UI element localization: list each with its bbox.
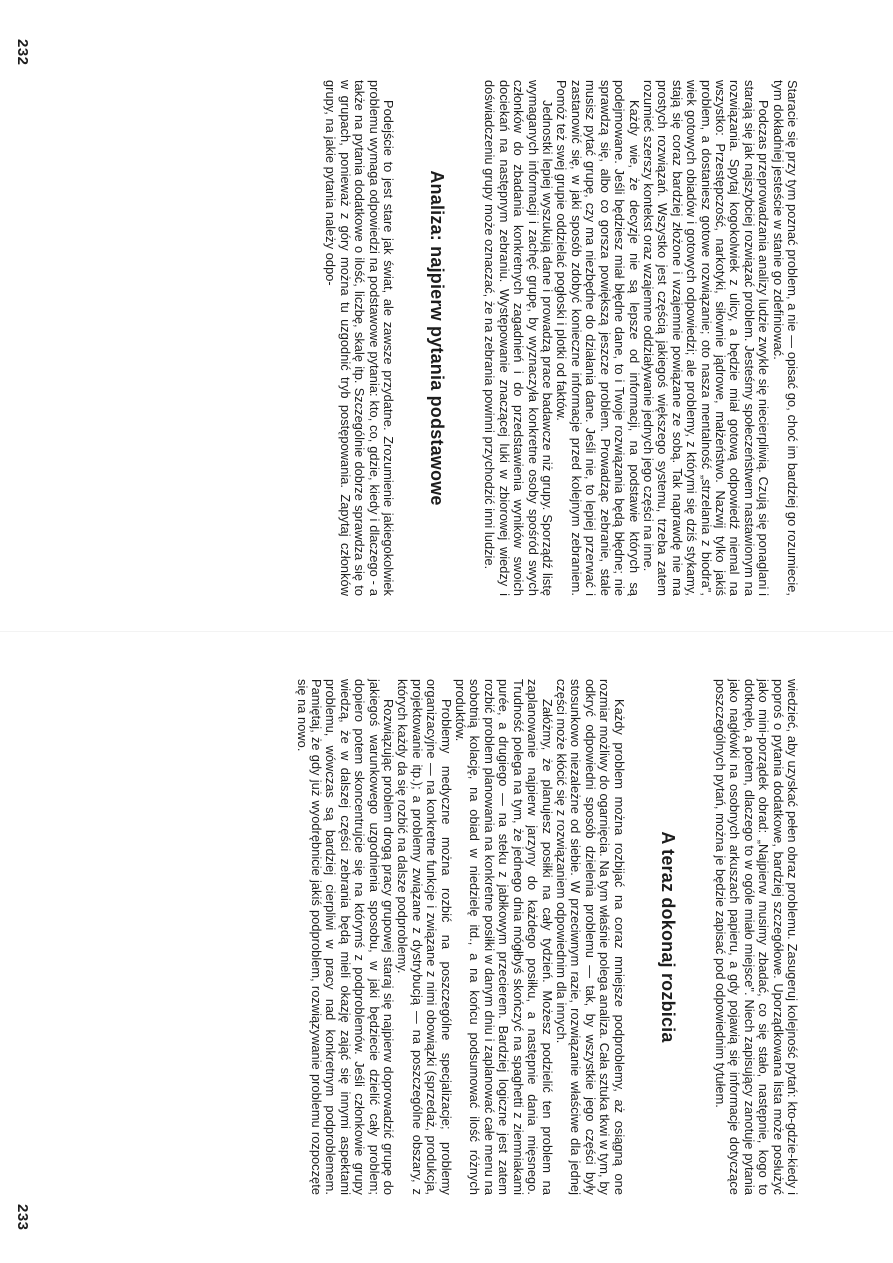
paragraph: Każdy problem można rozbijać na coraz mniejsze podproblemy, aż osiągną one rozmiar możliwy do ogarnięcia. Na tym właśnie polega analiza. Cała sztuka tkwi w tym, by odkryć odpowiedni sposób dzielenia problemu — tak, by wszystkie jego części były stosunkowo niezależne od siebie. W przeciwnym razie, rozwiązanie właściwe dla jednej części może kłócić się z rozwiązaniem odpowiednim dla innych.: [553, 679, 627, 1195]
section-heading: Analiza: najpierw pytania podstawowe: [427, 170, 448, 506]
paragraph: Każdy wie, że decyzje nie są lepsze od informacji, na podstawie których są podejmowane. Jeśli będziesz miał błędne dane, to i Twoje rozwiązania będą błędne; nie sprawdzą się, albo co gorsza powiększą jeszcze problem. Prowadząc zebranie, stale musisz pytać grupę, czy ma niezbędne do działania dane. Jeśli nie, to lepiej przerwać i zastanowić się, w jaki sposób zdobyć konieczne informacje przed kolejnym zebraniem. Pomóż też swej grupie oddzielać pogłoski i plotki od faktów.: [554, 80, 642, 596]
paragraph: Załóżmy, że planujesz posiłki na cały tydzień. Możesz podzielić ten problem na zaplanowanie najpierw jarzyny do każdego posiłku, a następnie dania mięsnego. Trudność polega na tym, że jednego dnia mógłbyś skończyć na spaghetti z ziemniakami purée, a drugiego — na steku z jabłkowym przecierem. Bardziej logiczne jest zatem rozbić problem planowania na konkretne posiłki w danym dniu i zaplanować całe menu na sobotnią kolację, na obiad w niedzielę itd., a na końcu podsumować ilość różnych produktów.: [453, 679, 555, 1195]
paragraph: Problemy medyczne można rozbić na poszczególne specjalizacje; problemy organizacyjne — na konkretne funkcje i związane z nimi obowiązki (sprzedaż, produkcja, projektowanie itp.); a problemy związane z dystrybucją — na poszczególne obszary, z których każdy da się rozbić na dalsze podproblemy.: [395, 679, 454, 1195]
paragraph: Podejście to jest stare jak świat, ale zawsze przydatne. Zrozumienie jakiegokolwiek problemu wymaga odpowiedzi na podstawowe pytania: kto, co, gdzie, kiedy i dlaczego - a także na pytania dodatkowe o ilość, liczbę, skalę itp. Szczególnie dobrze sprawdza się to w grupach, ponieważ z góry można tu uzgodnić tryb postępowania. Zapytaj członków grupy, na jakie pytania należy odpo-: [323, 80, 397, 596]
paragraph: Podczas przeprowadzania analizy ludzie zwykle się niecierpliwią. Czują się ponaglani i starają się jak najszybciej rozwiązać problem. Jesteśmy społeczeństwem nastawionym na rozwiązania. Spytaj kogokolwiek z ulicy, a będzie miał gotową odpowiedź niemal na wszystko: Przestępczość, narkotyki, siłownie jądrowe, małżeństwo. Nazwij tylko jakiś problem, a dostaniesz gotowe rozwiązanie; oto nasza mentalność „strzelania z biodra", wiek gotowych obiadów i gotowych odpowiedzi; ale problemy, z którymi się dziś stykamy, stają się coraz bardziej złożone i wzajemnie powiązane ze sobą. Tak naprawdę nie ma prostych rozwiązań. Wszystko jest częścią jakiegoś większego systemu, trzeba zatem rozumieć szerszy kontekst oraz wzajemne oddziaływanie jednych jego części na inne.: [640, 80, 772, 596]
paragraph: Jednostki lepiej wyszukują dane i prowadzą prace badawcze niż grupy. Sporządź listę wymaganych informacji i zachęć grupę, by wyznaczyła konkretne osoby spośród swych członków do zbadania konkretnych zagadnień i do przedstawienia wyników swoich dociekań na następnym zebraniu. Występowanie znaczącej luki w zbiorowej wiedzy i doświadczeniu grupy może oznaczać, że na zebrania powinni przychodzić inni ludzie.: [482, 80, 556, 596]
paragraph: wiedzieć, aby uzyskać pełen obraz problemu. Zasugeruj kolejność pytań: kto-gdzie-kiedy i poproś o pytania dodatkowe, bardziej szczegółowe. Uporządkowana lista może posłużyć jako mini-porządek obrad: „Najpierw musimy zbadać, co się stało, następnie, kogo to dotknęło, a potem, dlaczego to w ogóle miało miejsce". Niech zapisujący zanotuje pytania jako nagłówki na osobnych arkuszach papieru, a gdy pojawią się informacje dotyczące poszczególnych pytań, można je będzie zapisać pod odpowiednim tytułem.: [712, 679, 800, 1195]
left-page: [0, 0, 893, 631]
page-number: 232: [14, 39, 31, 66]
section-heading: A teraz dokonaj rozbicia: [657, 831, 678, 1043]
paragraph: Staracie się przy tym poznać problem, a nie — opisać go, choć im bardziej go rozumiecie, tym dokładniej jesteście w stanie go zdefiniować.: [770, 80, 800, 596]
right-text-column: [294, 679, 799, 1195]
left-text-column: [323, 80, 799, 596]
paragraph: Rozwiązując problem drogą pracy grupowej staraj się najpierw doprowadzić grupę do jakiegoś warunkowego uzgodnienia sposobu, w jaki będziecie dzielić cały problem; dopiero potem skoncentrujcie się na którymś z podproblemów. Jeśli członkowie grupy wiedzą, że w dalszej części zebrania będą mieli okazję zająć się innymi aspektami problemu, wówczas są bardziej cierpliwi w pracy nad konkretnym podproblemem. Pamiętaj, że gdy już wyodrębnicie jakiś podproblem, rozwiązywanie problemu rozpoczęte się na nowo.: [294, 679, 397, 1195]
right-page: [0, 632, 893, 1263]
page-number: 233: [14, 1204, 31, 1231]
